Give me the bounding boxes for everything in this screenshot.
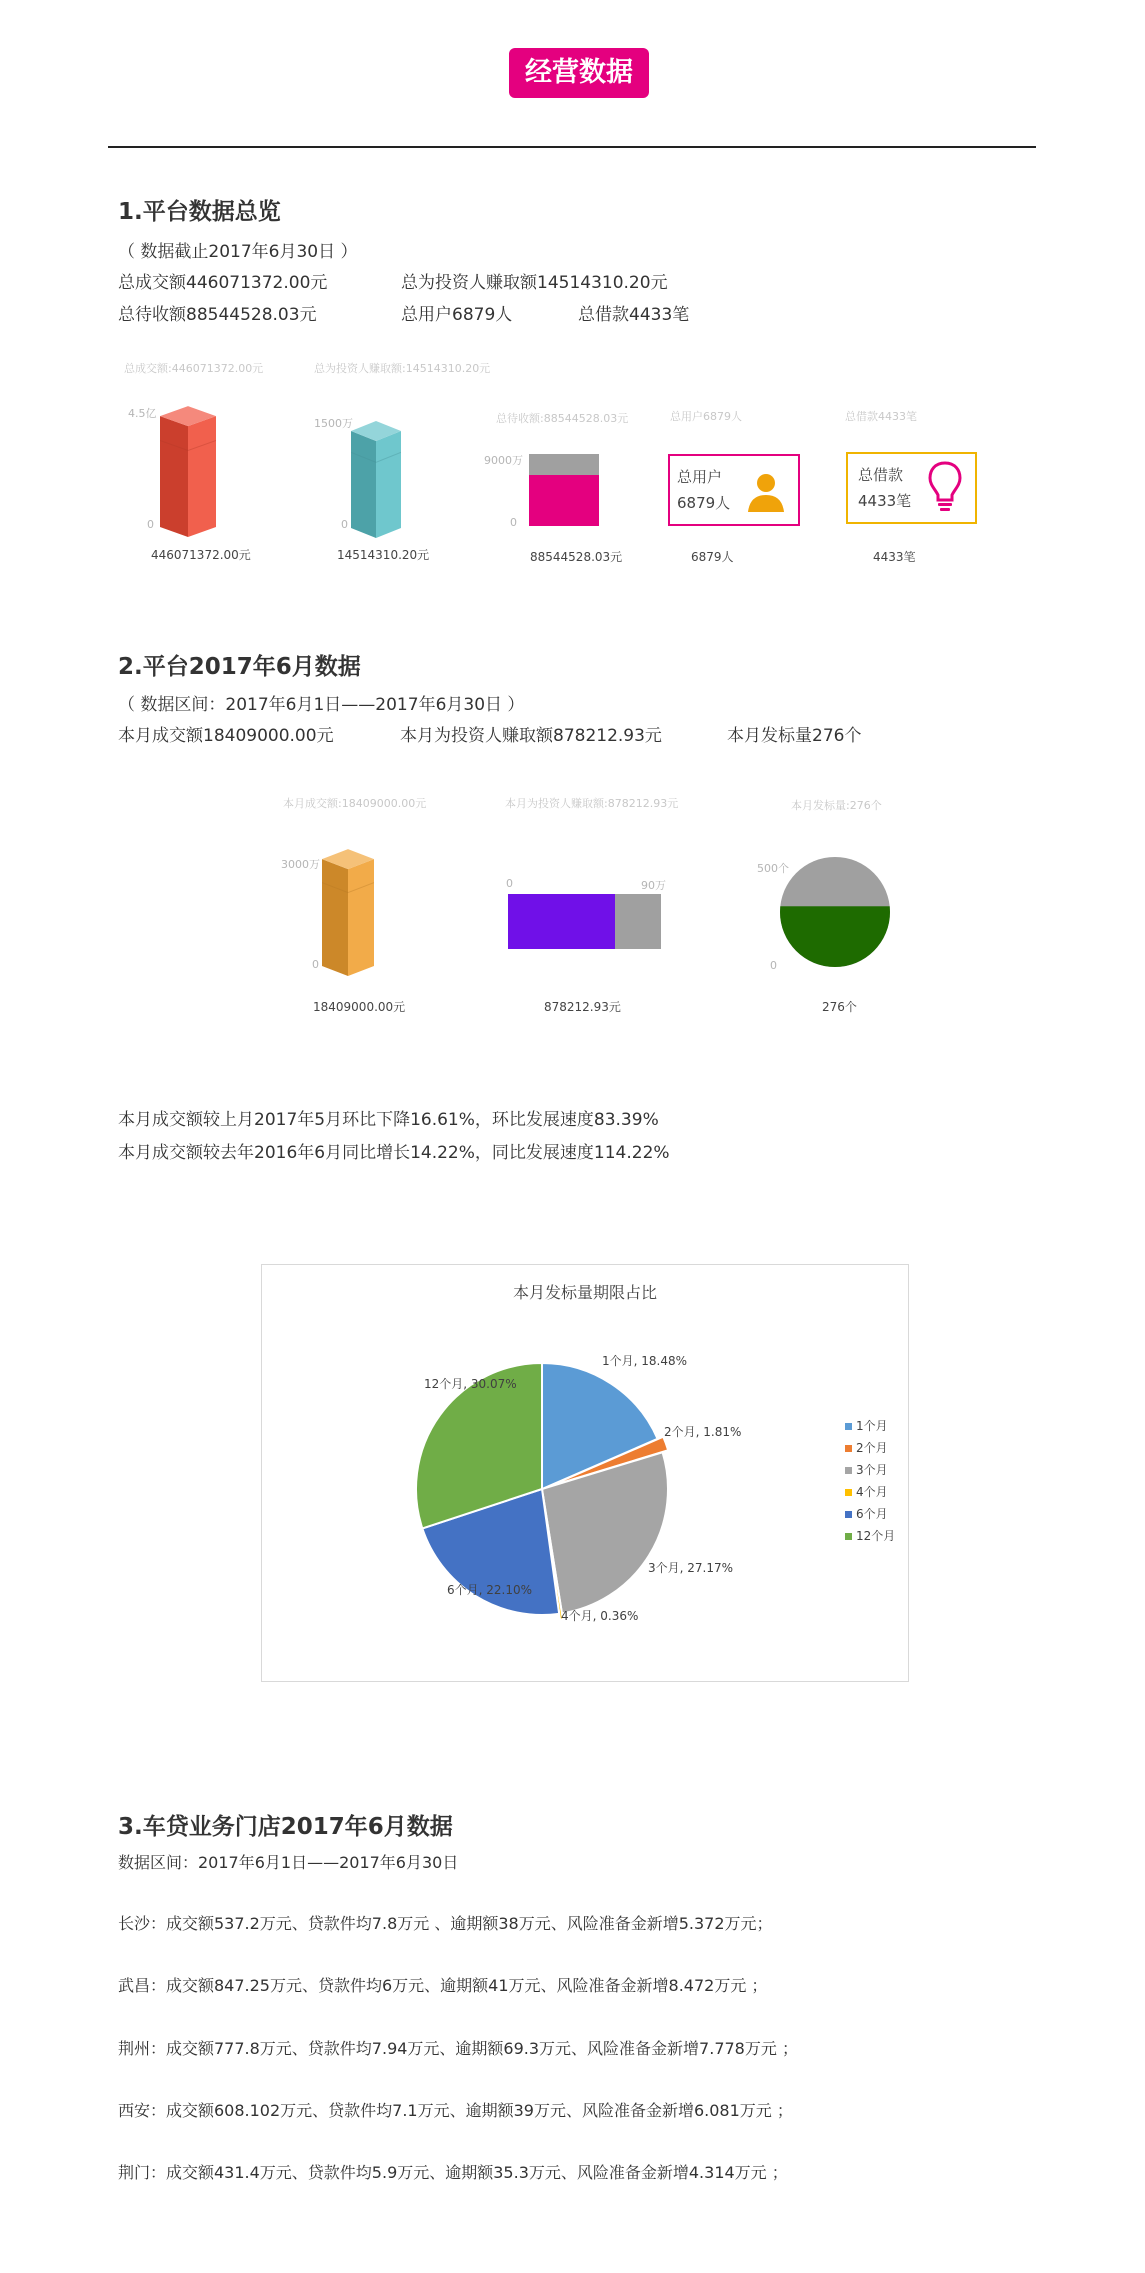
legend-label: 6个月 — [856, 1507, 888, 1521]
user-icon — [742, 468, 790, 516]
store-row: 西安：成交额608.102万元、贷款件均7.1万元、逾期额39万元、风险准备金新增6.081万元 ； — [118, 2101, 793, 2120]
lightbulb-icon — [926, 460, 964, 516]
legend-entry — [845, 1525, 895, 1547]
users-card — [668, 454, 800, 526]
bar-front-face — [322, 859, 348, 976]
legend-swatch — [845, 1511, 852, 1518]
bar-side-face — [348, 859, 374, 976]
month-earnings-tick-right: 90万 — [641, 879, 666, 892]
month-volume-value: 18409000.00元 — [313, 1000, 406, 1014]
page-title: 经营数据 — [509, 48, 649, 98]
investor-earnings-value: 14514310.20元 — [337, 548, 430, 562]
legend-swatch — [845, 1423, 852, 1430]
total-volume-bar — [160, 405, 216, 537]
investor-earnings-tick-top: 1500万 — [314, 417, 353, 430]
pending-bar-fill — [529, 475, 599, 526]
mom-text: 本月成交额较上月2017年5月环比下降16.61%，环比发展速度83.39% — [118, 1110, 659, 1130]
bar-front-face — [351, 431, 376, 538]
section1-heading: 1.平台数据总览 — [118, 199, 281, 225]
legend-entry — [845, 1437, 895, 1459]
section2-heading: 2.平台2017年6月数据 — [118, 654, 361, 680]
loans-card-label: 总借款 — [858, 466, 904, 484]
legend-swatch — [845, 1489, 852, 1496]
pending-caption: 总待收额:88544528.03元 — [496, 412, 629, 425]
total-volume-caption: 总成交额:446071372.00元 — [124, 362, 264, 375]
users-text: 总用户6879人 — [401, 305, 513, 325]
header-divider — [108, 146, 1036, 148]
section2-note: （ 数据区间：2017年6月1日——2017年6月30日 ） — [118, 695, 525, 715]
bar-front-face — [160, 416, 188, 537]
legend-label: 1个月 — [856, 1419, 888, 1433]
pie-data-label: 2个月, 1.81% — [664, 1425, 742, 1439]
total-volume-text: 总成交额446071372.00元 — [118, 273, 328, 293]
pending-text: 总待收额88544528.03元 — [118, 305, 317, 325]
legend-entry — [845, 1503, 895, 1525]
legend-entry — [845, 1459, 895, 1481]
month-issued-text: 本月发标量276个 — [727, 726, 862, 746]
total-volume-tick-zero: 0 — [147, 518, 154, 531]
total-volume-tick-top: 4.5亿 — [128, 407, 157, 420]
store-row: 长沙：成交额537.2万元、贷款件均7.8万元 、逾期额38万元、风险准备金新增5.372万元； — [118, 1914, 773, 1933]
pending-tick-top: 9000万 — [484, 454, 523, 467]
pie-data-label: 1个月, 18.48% — [602, 1354, 688, 1368]
total-volume-value: 446071372.00元 — [151, 548, 251, 562]
month-volume-text: 本月成交额18409000.00元 — [118, 726, 334, 746]
investor-earnings-text: 总为投资人赚取额14514310.20元 — [401, 273, 668, 293]
pending-value: 88544528.03元 — [530, 550, 623, 564]
section3-heading: 3.车贷业务门店2017年6月数据 — [118, 1814, 453, 1840]
loans-value: 4433笔 — [873, 550, 916, 564]
store-row: 武昌：成交额847.25万元、贷款件均6万元、逾期额41万元、风险准备金新增8.472万元 ； — [118, 1976, 768, 1995]
legend-swatch — [845, 1533, 852, 1540]
legend-entry — [845, 1481, 895, 1503]
month-volume-tick-zero: 0 — [312, 958, 319, 971]
yoy-text: 本月成交额较去年2016年6月同比增长14.22%，同比发展速度114.22% — [118, 1143, 670, 1163]
term-pie-chart — [261, 1264, 909, 1682]
month-earnings-bar — [508, 894, 661, 949]
month-volume-tick-top: 3000万 — [281, 858, 320, 871]
month-issued-tick-zero: 0 — [770, 959, 777, 972]
month-earnings-caption: 本月为投资人赚取额:878212.93元 — [505, 797, 679, 810]
loans-caption: 总借款4433笔 — [845, 410, 917, 423]
store-row: 荆门：成交额431.4万元、贷款件均5.9万元、逾期额35.3万元、风险准备金新增4.314万元 ； — [118, 2163, 788, 2182]
users-card-label: 总用户 — [677, 468, 723, 486]
users-caption: 总用户6879人 — [670, 410, 742, 423]
month-issued-caption: 本月发标量:276个 — [791, 799, 882, 812]
bar-side-face — [188, 416, 216, 537]
bar-side-face — [376, 431, 401, 538]
loans-card — [846, 452, 977, 524]
store-row: 荆州：成交额777.8万元、贷款件均7.94万元、逾期额69.3万元、风险准备金新增7.778万元 ； — [118, 2039, 798, 2058]
month-volume-bar — [322, 848, 374, 976]
investor-earnings-tick-zero: 0 — [341, 518, 348, 531]
legend-swatch — [845, 1467, 852, 1474]
loans-card-value: 4433笔 — [858, 492, 912, 510]
month-earnings-text: 本月为投资人赚取额878212.93元 — [400, 726, 662, 746]
month-issued-tick-top: 500个 — [757, 862, 789, 875]
legend-swatch — [845, 1445, 852, 1452]
pie-data-label: 3个月, 27.17% — [648, 1561, 734, 1575]
month-issued-gauge — [780, 857, 890, 967]
month-earnings-bar-fill — [508, 894, 615, 949]
legend-label: 4个月 — [856, 1485, 888, 1499]
pending-tick-zero: 0 — [510, 516, 517, 529]
investor-earnings-bar — [351, 418, 401, 538]
users-value: 6879人 — [691, 550, 734, 564]
month-earnings-value: 878212.93元 — [544, 1000, 621, 1014]
pie-data-label: 6个月, 22.10% — [447, 1583, 533, 1597]
section1-note: （ 数据截止2017年6月30日 ） — [118, 242, 358, 262]
pie-data-label: 12个月, 30.07% — [424, 1377, 517, 1391]
pending-bar — [529, 454, 599, 526]
investor-earnings-caption: 总为投资人赚取额:14514310.20元 — [314, 362, 491, 375]
section3-note: 数据区间：2017年6月1日——2017年6月30日 — [118, 1853, 459, 1872]
legend-label: 3个月 — [856, 1463, 888, 1477]
legend-entry — [845, 1415, 895, 1437]
legend-label: 12个月 — [856, 1529, 896, 1543]
month-earnings-tick-left: 0 — [506, 877, 513, 890]
month-issued-value: 276个 — [822, 1000, 857, 1014]
pie-chart-title: 本月发标量期限占比 — [512, 1283, 657, 1302]
pie-legend — [845, 1415, 895, 1547]
pie-data-label: 4个月, 0.36% — [561, 1609, 639, 1623]
users-card-value: 6879人 — [677, 494, 731, 512]
legend-label: 2个月 — [856, 1441, 888, 1455]
month-issued-gauge-fill — [780, 906, 890, 967]
pie-plot — [262, 1265, 908, 1681]
loans-text: 总借款4433笔 — [578, 305, 690, 325]
month-volume-caption: 本月成交额:18409000.00元 — [283, 797, 427, 810]
